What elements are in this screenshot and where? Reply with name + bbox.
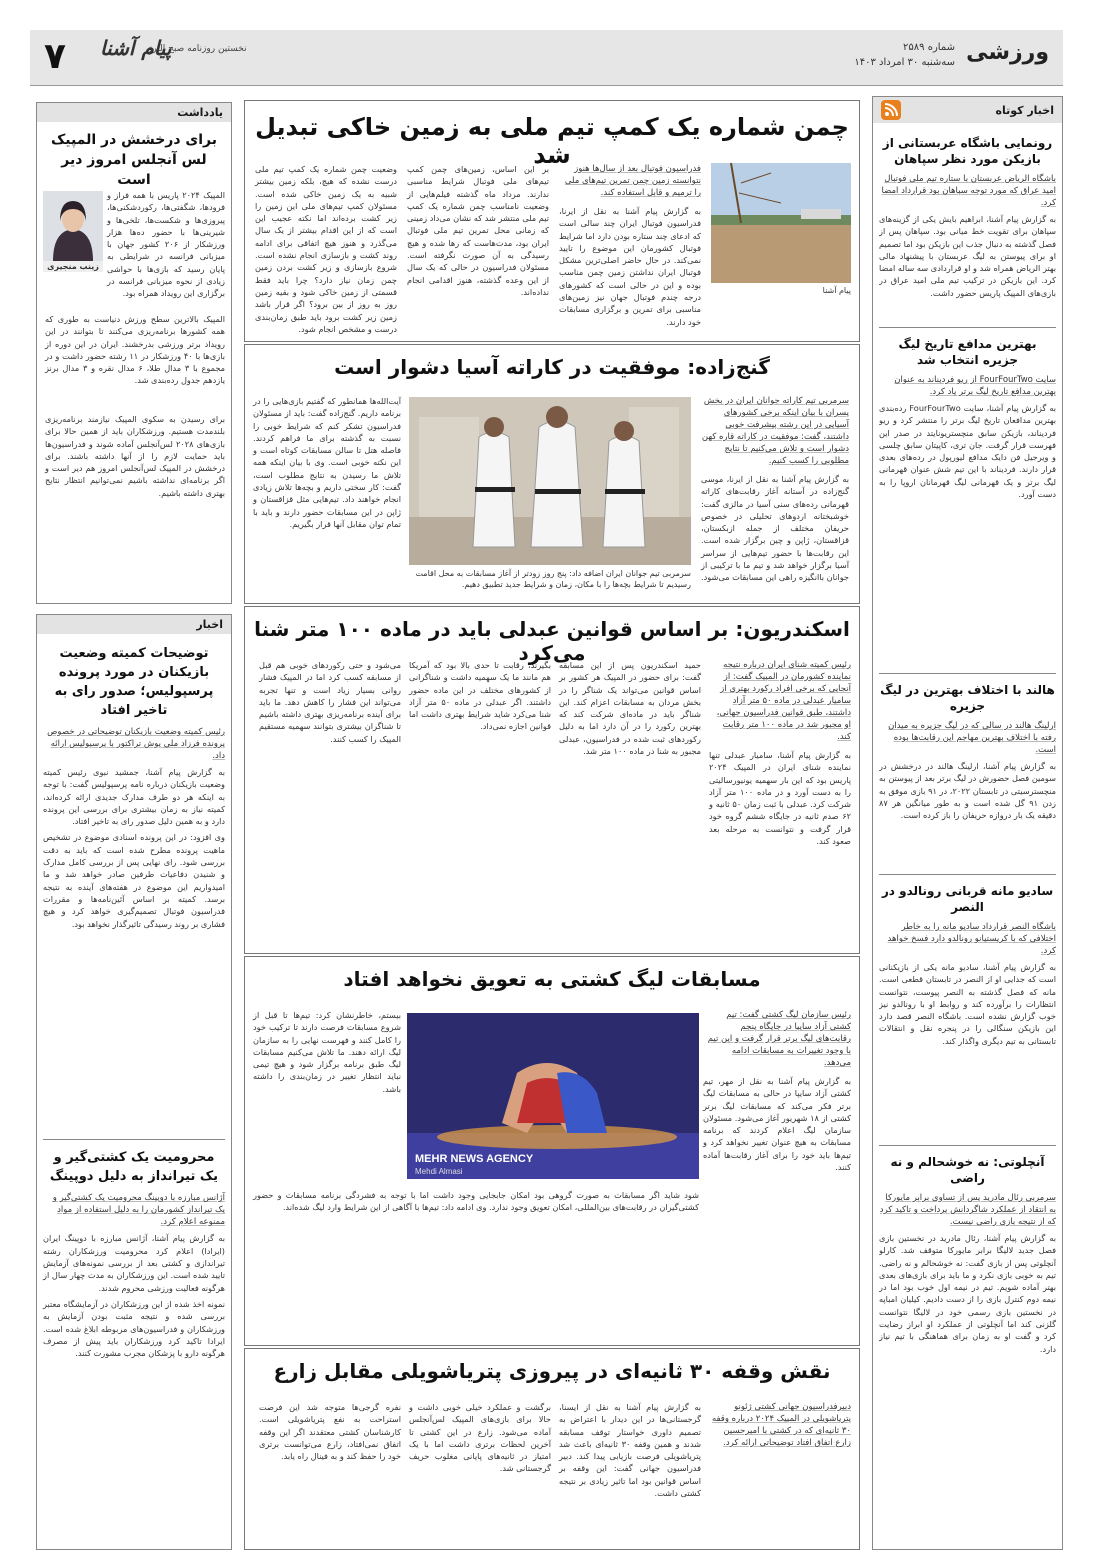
article-lead: رئیس کمیته شنای ایران درباره نتیجه نماینده کشورمان در المپیک گفت: از آنجایی که برخی افراد رکورد بهتری از سامیار عبدلی در ماده ۵۰ متر آزاد داشتند، طبق قوانین فدراسیون جهانی، او مجبور شد در ماده ۱۰۰ متر رقابت کند. <box>716 660 851 742</box>
tagline: نخستین روزنامه صبح البرز <box>148 44 247 54</box>
article-headline: مسابقات لیگ کشتی به تعویق نخواهد افتاد <box>343 967 761 991</box>
article-body: وضعیت چمن شماره یک کمپ تیم ملی درست نشده که هیچ، بلکه زمین بیشتر شبیه به یک زمین خاکی شده است. مسئولان کمپ تیم‌های ملی این زمین را زیر کشت برده‌اند اما نکته عجیب این است که از این اقدام بیشتر از یک سال می‌گذرد و هنوز هیچ اتفاقی برای ادامه روند کشت و بازسازی انجام نشده است. شروع بازسازی و زیر کشت بردن زمین چمن زمان نیاز دارد؟ چرا باید فقط قسمتی از زمین خاکی شود و بقیه زمین روز به روز از بین برود؟ اگر قرار باشد زمین زیر کشت برود باید طبق زمان‌بندی درست و مشخص انجام شود. <box>255 164 397 334</box>
article-columns <box>253 659 851 847</box>
article-karate <box>244 344 860 604</box>
article-swimming <box>244 606 860 954</box>
article-columns <box>253 1401 851 1499</box>
issue-info <box>854 40 955 70</box>
article-lead: فدراسیون فوتبال بعد از سال‌ها هنوز نتوانسته زمین چمن تمرین تیم‌های ملی را ترمیم و قابل استفاده کند. <box>564 164 701 198</box>
article-body: به گزارش پیام آشنا به نقل از مهر، تیم کشتی آزاد سایپا در حالی به مسابقات لیگ برتر فکر می‌کند که مسابقات لیگ برتر کشتی از ۱۸ شهریور آغاز می‌شود. مسئولان سازمان لیگ اعلام کردند که برنامه مسابقات به هیچ عنوان تغییر نخواهد کرد و تیم‌ها باید خود را برای آغاز رقابت‌ها آماده کنند. <box>703 1076 851 1173</box>
article-body: بر این اساس، زمین‌های چمن کمپ تیم‌های ملی فوتبال شرایط مناسبی ندارند. مرداد ماه گذشته فیلم‌هایی از وضعیت نامناسب چمن شماره یک کمپ تیم ملی منتشر شد که نشان می‌داد زمینی که زمانی محل تمرین تیم ملی فوتبال ایران بود، مدت‌هاست که رها شده و هیچ رسیدگی به آن صورت نگرفته است. مسئولان فدراسیون در حالی که یک سال از این وعده گذشته، هنوز اقدامی انجام نداده‌اند. <box>407 164 549 297</box>
short-news-lead: سایت FourFourTwo از ریو فردیناند به عنوان بهترین مدافع تاریخ لیگ برتر یاد کرد. <box>894 375 1056 397</box>
author-photo-box <box>43 191 103 272</box>
rss-icon <box>881 100 901 120</box>
article-lead: دبیرفدراسیون جهانی کشتی ژئونو پتریاشویلی در المپیک ۲۰۲۴ درباره وقفه ۳۰ ثانیه‌ای که در کشتی با امیرحسین زارع اتفاق افتاد توضیحاتی ارائه کرد. <box>711 1402 851 1448</box>
short-news-lead: ارلینگ هالند در سالی که در لیگ جزیره به میدان رفته با اختلاف بهترین مهاجم این رقابت‌ها بوده است. <box>888 721 1056 755</box>
short-news-body: به گزارش پیام آشنا، سادیو مانه یکی از بازیکنانی است که جدایی او از النصر در تابستان قطعی است. مانه که فصل گذشته به النصر پیوست، نتوانست انتظارات را برآورده کند و روابط او با رونالدو نیز خوب گزارش نشده است. باشگاه النصر قصد دارد این بازیکن سنگالی را در پنجره نقل و انتقالات تابستانی به تیم دیگری واگذار کند. <box>879 962 1056 1046</box>
short-news-title: هالند با اختلاف بهترین در لیگ جزیره <box>880 683 1055 713</box>
article-petriashvili <box>244 1348 860 1550</box>
photo-credit <box>415 1153 533 1165</box>
newspaper-logo: پیام آشنا <box>100 36 172 60</box>
news-body: نمونه اخذ شده از این ورزشکاران در آزمایشگاه معتبر بررسی شده و نتیجه مثبت بودن آزمایش به ورزشکاران و فدراسیون‌های مربوطه ابلاغ شده است. ایرادا تاکید کرد ورزشکاران باید پیش از مصرف هرگونه دارو با پزشکان مجرب مشورت کنند. <box>43 1298 225 1359</box>
short-news-title: آنچلوتی: نه خوشحالم و نه راضی <box>890 1155 1045 1185</box>
issue-number: شماره ۲۵۸۹ <box>903 42 955 53</box>
article-columns <box>253 163 701 335</box>
article-headline: گنج‌زاده: موفقیت در کاراته آسیا دشوار است <box>334 355 770 379</box>
article-body: به گزارش پیام آشنا، سامیار عبدلی تنها نماینده شنای ایران در المپیک ۲۰۲۴ پاریس بود که این بار سهمیه یونیورسالیتی را به دست آورد و در ماده ۱۰۰ متر آزاد شرکت کرد. عبدلی با ثبت زمان ۵۰ ثانیه و ۶۲ صدم ثانیه در جایگاه ششم گروه خود قرار گرفت و نتوانست به مرحله بعد صعود کند. <box>709 750 851 847</box>
article-body: بگیرند، رقابت تا حدی بالا بود که آمریکا هم مانند ما یک سهمیه داشت و شناگرانی از کشورهای مختلف در این ماده حضور داشتند. اگر عبدلی در ماده ۵۰ متر آزاد شنا می‌کرد شاید شرایط بهتری داشت اما قوانین اجازه نمی‌داد. <box>409 660 551 732</box>
article-column <box>701 395 849 584</box>
short-news-title: رونمایی باشگاه عربستانی از بازیکن مورد نظر سپاهان <box>882 136 1053 166</box>
short-news-column <box>872 96 1063 1550</box>
short-news-title: سادیو مانه قربانی رونالدو در النصر <box>881 884 1054 914</box>
section-title: ورزشی <box>966 40 1049 65</box>
short-news-title: بهترین مدافع تاریخ لیگ جزیره انتخاب شد <box>898 337 1037 367</box>
short-news-item <box>879 1146 1056 1546</box>
article-body: به گزارش پیام آشنا به نقل از ایرنا، فدراسیون فوتبال ایران چند سالی است که ادعای چند ستاره بودن دارد اما شرایط فوتبال کشورمان این موضوع را تایید نمی‌کند. در حال حاضر اصلی‌ترین مشکل فوتبال ایران نداشتن زمین چمن مناسب بوده و این در حالی است که کشورهای درجه چندم فوتبال جهان نیز زمین‌های مناسبی برای تمرین و برگزاری مسابقات خود دارند. <box>559 206 701 327</box>
article-headline: نقش وقفه ۳۰ ثانیه‌ای در پیروزی پتریاشویلی مقابل زارع <box>273 1359 831 1383</box>
news-body: به گزارش پیام آشنا، جمشید نبوی رئیس کمیته وضعیت بازیکنان درباره نامه پرسپولیس گفت: با توجه به اینکه هر دو طرف مدارک جدیدی ارائه کرده‌اند، کمیته نیاز به زمان بیشتری برای بررسی این پرونده دارد و به همین دلیل صدور رای به تاخیر افتاد. <box>43 767 225 827</box>
article-body: نفره گرجی‌ها متوجه شد این فرصت استراحت به نفع پتریاشویلی است. کارشناسان کشتی معتقدند اگر این وقفه اتفاق نمی‌افتاد، زارع می‌توانست برتری خود را حفظ کند و به فینال راه یابد. <box>259 1402 401 1462</box>
article-column <box>703 1009 851 1173</box>
short-news-body: به گزارش پیام آشنا، ابراهیم بایش یکی از گزینه‌های سپاهان برای تقویت خط میانی بود. سپاهان پس از فصل گذشته به دنبال جذب این بازیکن بود اما تصمیم او برای پیوستن به لیگ عربستان با پیشنهاد مالی بهتر الریاض همراه شد و او قراردادی سه ساله امضا کرد. این بازیکن در ترکیب تیم ملی امید عراق در بازی‌های المپیک پاریس حضور داشت. <box>879 214 1056 298</box>
issue-date: سه‌شنبه ۳۰ امرداد ۱۴۰۳ <box>854 57 955 68</box>
photo-label: پیام آشنا <box>822 286 851 295</box>
short-news-body: به گزارش پیام آشنا، سایت FourFourTwo رده‌بندی بهترین مدافعان تاریخ لیگ برتر را منتشر کرد و ریو فردیناند، بازیکن سابق منچستریونایتد در صدر این فهرست قرار گرفت. جان تری، کاپیتان سابق چلسی و ویرجیل فن دایک مدافع لیورپول در رده‌های بعدی قرار دارند. فردیناند با این تیم شش عنوان قهرمانی لیگ برتر و یک قهرمانی لیگ قهرمانان اروپا را به دست آورد. <box>879 403 1056 500</box>
photo-box <box>409 397 691 590</box>
short-news-lead: سرمربی رئال مادرید پس از تساوی برابر مایورکا به انتقاد از عملکرد شاگردانش پرداخت و تاکید کرد که از نتیجه بازی راضی نیست. <box>879 1193 1056 1227</box>
article-lead: سرمربی تیم کاراته جوانان ایران در بخش پسران با بیان اینکه برخی کشورهای آسیایی در این رشته پیشرفت خوبی داشتند، گفت: موفقیت در کاراته قاره کهن دشوار است و تلاش می‌کنیم تا نتایج مطلوبی را کسب کنیم. <box>701 396 849 466</box>
short-news-item <box>879 127 1056 327</box>
news-column <box>36 614 232 1550</box>
short-news-list <box>873 123 1062 1550</box>
short-news-item <box>879 328 1056 673</box>
article-body: بیستم، خاطرنشان کرد: تیم‌ها تا قبل از شروع مسابقات فرصت دارند تا ترکیب خود را کامل کنند و فهرست نهایی را به سازمان لیگ ارائه دهند. ما تلاش می‌کنیم مسابقات لیگ طبق برنامه برگزار شود و هیچ تیمی نباید انتظار تغییر در زمان‌بندی را داشته باشد. <box>253 1010 401 1094</box>
article-column <box>709 659 851 847</box>
short-news-body: به گزارش پیام آشنا، ارلینگ هالند در درخشش در سومین فصل حضورش در لیگ برتر بعد از پیوستن به منچسترسیتی در تابستان ۲۰۲۲، در ۹۱ بازی موفق به زدن ۹۱ گل شده است و به طور میانگین هر ۸۷ دقیقه یک بار دروازه حریفان را باز کرده است. <box>879 761 1056 821</box>
page-number: ۷ <box>44 36 66 77</box>
article-body: می‌شود و حتی رکوردهای خوبی هم قبل از مسابقه کسب کرد اما در المپیک فشار روانی بسیار زیاد است و تنها تجربه می‌تواند این فشار را کاهش دهد. ما باید برای آینده برنامه‌ریزی بهتری داشته باشیم تا شناگران بیشتری بتوانند سهمیه مستقیم المپیک را کسب کنند. <box>259 660 401 744</box>
author-name: زینب منجیری <box>43 261 103 272</box>
article-body: حمید اسکندریون پس از این مسابقه گفت: برای حضور در المپیک هر کشور بر اساس قوانین می‌تواند یک شناگر را در بخش مردان به مسابقات اعزام کند. این شناگر باید در ماده‌ای شرکت کند که بهترین رکورد را در آن دارد اما به دلیل رکوردهای ثبت شده در فدراسیون، عبدلی مجبور به شنا در ماده ۱۰۰ متر شد. <box>559 660 701 757</box>
article-body: به گزارش پیام آشنا به نقل از ایرنا، موسی گنج‌زاده در آستانه آغاز رقابت‌های کاراته قهرمانی رده‌های سنی آسیا در مالزی گفت: خوشبختانه اردوهای تحلیلی در خصوص حریفان مختلف از جمله ازبکستان، قزاقستان، ژاپن و چین برگزار شده است. این رقابت‌ها با حضور تیم‌هایی از سراسر آسیا برگزار خواهد شد و تیم ما با ترکیبی از جوانان باانگیزه راهی این مسابقات می‌شود. <box>700 474 849 583</box>
short-news-lead: باشگاه الریاض عربستان با ستاره تیم ملی فوتبال امید عراق که مورد توجه سپاهان بود قرارداد امضا کرد. <box>881 174 1056 208</box>
article-body: آیت‌الله‌ها همانطور که گفتیم بازی‌هایی را در برنامه داریم. گنج‌زاده گفت: باید از مسئولان فدراسیون تشکر کنم که شرایط خوبی را نسبت به گذشته برای ما فراهم کردند. فاصله هتل تا سالن مسابقات کوتاه است و این نکته خوبی است. وی با بیان اینکه همه تلاش ما رسیدن به نتایج مطلوب است، گفت: کار سختی داریم و بچه‌ها تلاش زیادی انجام خواهند داد. تیم‌هایی مثل قزاقستان و ژاپن در این مسابقات حضور دارند و باید با تمام توان مقابل آنها قرار بگیریم. <box>253 396 401 529</box>
news-list <box>37 634 231 1363</box>
stadium-photo <box>711 163 851 283</box>
karate-team-photo <box>409 397 691 565</box>
short-news-header <box>873 97 1062 123</box>
article-headline: چمن شماره یک کمپ تیم ملی به زمین خاکی تبدیل شد <box>255 113 849 169</box>
short-news-body: به گزارش پیام آشنا، رئال مادرید در نخستین بازی فصل جدید لالیگا برابر مایورکا متوقف شد. کارلو آنچلوتی پس از بازی گفت: نه خوشحالم و نه راضی. تیم به خوبی بازی نکرد و ما باید برای بازی‌های بعدی بهتر آماده شویم. تیم در نیمه اول خوب بود اما در نیمه دوم کنترل بازی را از دست دادیم. کیلیان امباپه در نخستین بازی رسمی خود در لالیگا نتوانست گلزنی کند اما آنچلوتی از عملکرد او ابراز رضایت کرد و گفت او به زمان برای هماهنگی با تیم نیاز دارد. <box>879 1233 1056 1354</box>
opinion-body: المپیک بالاترین سطح ورزش دنیاست به طوری که همه کشورها برنامه‌ریزی می‌کنند تا بتوانند در این رویداد برتر ورزشی بدرخشند. ایران در این دوره از بازی‌ها با ۴۰ ورزشکار در ۱۱ رشته حضور داشت و در مجموع با ۳ مدال طلا، ۶ مدال نقره و ۳ مدال برنز یازدهم جدول رده‌بندی شد. <box>45 314 226 386</box>
photo-caption: سرمربی تیم جوانان ایران اضافه داد: پنج روز زودتر از آغاز مسابقات به محل اقامت رسیدیم تا شرایط بچه‌ها را با مکان، زمان و شرایط جدید تطبیق دهیم. <box>415 569 691 589</box>
avatar <box>43 191 103 261</box>
article-body: به گزارش پیام آشنا به نقل از ایسنا، گرجستانی‌ها در این دیدار با اعتراض به تصمیم داوری خواستار توقف مسابقه شدند و همین وقفه ۳۰ ثانیه‌ای باعث شد پتریاشویلی فرصت بازیابی پیدا کند. دبیر فدراسیون جهانی گفت: این وقفه بر اساس قوانین بود اما تاثیر زیادی بر نتیجه کشتی داشت. <box>559 1402 701 1499</box>
article-wrestling-league <box>244 956 860 1346</box>
article-lead: رئیس سازمان لیگ کشتی گفت: تیم کشتی آزاد سایپا در جایگاه پنجم رقابت‌های لیگ برتر قرار گرفت و این تیم با وجود تغییرات به مسابقات ادامه می‌دهد. <box>707 1010 851 1068</box>
opinion-column <box>36 102 232 604</box>
short-news-header-label: اخبار کوتاه <box>995 103 1054 117</box>
article-lawn-camp <box>244 100 860 342</box>
article-headline: اسکندریون: بر اساس قوانین عبدلی باید در ماده ۱۰۰ متر شنا می‌کرد <box>254 617 850 665</box>
short-news-lead: باشگاه النصر قرارداد سادیو مانه را به خاطر اختلافی که با کریستیانو رونالدو دارد فسخ خواهد کرد. <box>887 922 1056 956</box>
article-column <box>559 163 701 335</box>
photo-box <box>711 163 851 323</box>
article-body: برگشت و عملکرد خیلی خوبی داشت و حالا برای بازی‌های المپیک لس‌آنجلس آماده می‌شود. زارع در این کشتی تا آخرین لحظات برتری داشت اما با یک امتیاز در ثانیه‌های پایانی مغلوب حریف گرجستانی شد. <box>409 1402 551 1474</box>
news-title: توضیحات کمیته وضعیت بازیکنان در مورد پرونده پرسپولیس؛ صدور رای به تاخیر افتاد <box>54 646 214 718</box>
opinion-header: یادداشت <box>37 103 231 122</box>
opinion-body: برای رسیدن به سکوی المپیک نیازمند برنامه‌ریزی بلندمدت هستیم. ورزشکاران باید از همین حالا برای بازی‌های ۲۰۲۸ لس‌آنجلس آماده شوند و فدراسیون‌ها باید حمایت لازم را از آنها داشته باشند. برای درخشش در المپیک لس‌آنجلس امروز هم دیر است و اگر برنامه‌ای نداشته باشیم نمی‌توانیم انتظار نتایج بهتری داشته باشیم. <box>45 414 225 498</box>
opinion-body: المپیک ۲۰۲۴ پاریس با همه فراز و فرودها، شگفتی‌ها، رکوردشکنی‌ها، پیروزی‌ها و شکست‌ها، تلخی‌ها و شیرینی‌ها با حضور ده‌ها هزار ورزشکار از ۲۰۶ کشور جهان با میزبانی فرانسه در شرایطی به پایان رسید که بازی‌ها با حواشی زیادی از نحوه میزبانی فرانسه در برگزاری این رویداد همراه بود. <box>107 190 225 299</box>
wrestling-photo <box>407 1013 699 1179</box>
article-body: شود شاید اگر مسابقات به صورت گروهی بود امکان جابجایی وجود داشت اما با توجه به فشردگی برنامه مسابقات و حضور کشتی‌گیران در رقابت‌های بین‌المللی، امکان تعویق وجود ندارد. وی ادامه داد: تیم‌ها با آگاهی از این شرایط وارد لیگ شده‌اند. <box>253 1190 699 1213</box>
news-body: به گزارش پیام آشنا، آژانس مبارزه با دوپینگ ایران (ایرادا) اعلام کرد محرومیت ورزشکاران رشته تیراندازی و کشتی بعد از بررسی نمونه‌های آزمایش تایید شده است. این ورزشکاران به مدت چهار سال از هرگونه فعالیت ورزشی محروم شدند. <box>43 1233 225 1293</box>
news-lead: آژانس مبارزه با دوپینگ محرومیت یک کشتی‌گیر و یک تیرانداز کشورمان را به دلیل استفاده از مواد ممنوعه اعلام کرد. <box>52 1193 225 1228</box>
photo-agency: MEHR NEWS AGENCY <box>415 1153 534 1165</box>
news-lead: رئیس کمیته وضعیت بازیکنان توضیحاتی در خصوص پرونده فرزاد ملی پوش تراکتور با پرسپولیس ارائه داد. <box>47 727 225 761</box>
opinion-title: برای درخشش در المپیک لس آنجلس امروز دیر است <box>50 132 218 188</box>
news-title: محرومیت یک کشتی‌گیر و یک تیرانداز به دلیل دوپینگ <box>49 1150 219 1185</box>
short-news-item <box>879 674 1056 874</box>
news-header: اخبار <box>37 615 231 634</box>
short-news-item <box>879 875 1056 1145</box>
news-body: وی افزود: در این پرونده اسنادی موضوع در تشخیص ماهیت پرونده مطرح شده است که باید به دقت بررسی شود. رای نهایی پس از بررسی کامل مدارک و شنیدن دفاعیات طرفین صادر خواهد شد و ما امیدواریم این موضوع در هفته‌های آینده به نتیجه برسد. کمیته بر اساس آئین‌نامه‌ها و مقررات فدراسیون فوتبال تصمیم‌گیری خواهد کرد و هیچ فشاری بر روند رسیدگی تاثیرگذار نخواهد بود. <box>43 832 225 929</box>
article-columns <box>253 1189 699 1214</box>
masthead <box>30 30 1063 86</box>
divider <box>43 1139 225 1140</box>
photo-author: Mehdi Almasi <box>415 1167 463 1176</box>
